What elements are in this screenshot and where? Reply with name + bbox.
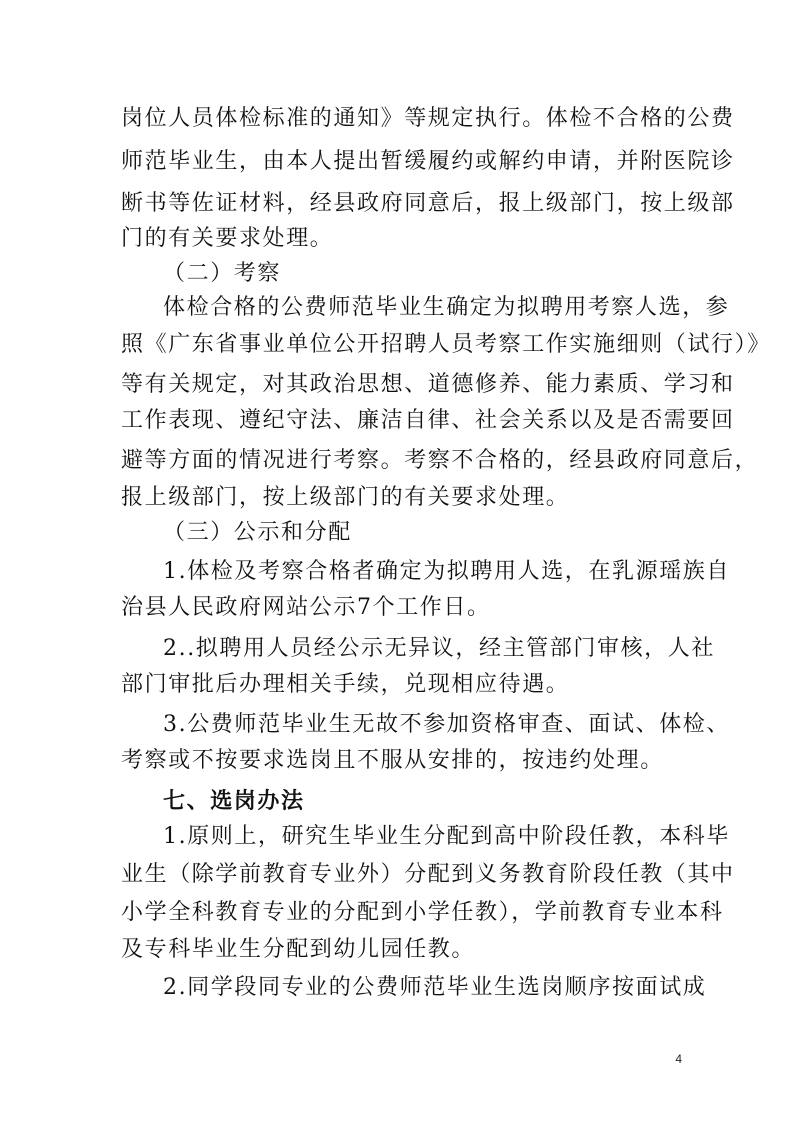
paragraph-line: 师范毕业生，由本人提出暂缓履约或解约申请，并附医院诊 <box>121 149 735 174</box>
paragraph-line: 照《广东省事业单位公开招聘人员考察工作实施细则（试行）》 <box>121 332 771 357</box>
paragraph-line: 1.体检及考察合格者确定为拟聘用人选，在乳源瑶族自 <box>163 559 730 584</box>
paragraph-line: 体检合格的公费师范毕业生确定为拟聘用考察人选，参 <box>163 295 730 320</box>
section-heading-publicity: （三）公示和分配 <box>163 520 352 545</box>
paragraph-line: 断书等佐证材料，经县政府同意后，报上级部门，按上级部 <box>121 191 735 216</box>
paragraph-line: 2.同学段同专业的公费师范毕业生选岗顺序按面试成 <box>163 975 707 1000</box>
paragraph-line: 考察或不按要求选岗且不服从安排的，按违约处理。 <box>121 748 664 773</box>
paragraph-line: 及专科毕业生分配到幼儿园任教。 <box>121 937 476 962</box>
section-heading-inspection: （二）考察 <box>163 261 282 286</box>
paragraph-line: 等有关规定，对其政治思想、道德修养、能力素质、学习和 <box>121 372 735 397</box>
paragraph-line: 治县人民政府网站公示7个工作日。 <box>121 595 491 620</box>
paragraph-line: 业生（除学前教育专业外）分配到义务教育阶段任教（其中 <box>121 862 735 887</box>
paragraph-line: 小学全科教育专业的分配到小学任教），学前教育专业本科 <box>121 900 724 925</box>
paragraph-line: 2..拟聘用人员经公示无异议，经主管部门审核，人社 <box>163 636 715 661</box>
paragraph-line: 部门审批后办理相关手续，兑现相应待遇。 <box>121 672 570 697</box>
page-number: 4 <box>675 1052 682 1066</box>
paragraph-line: 岗位人员体检标准的通知》等规定执行。体检不合格的公费 <box>121 106 735 131</box>
paragraph-line: 工作表现、遵纪守法、廉洁自律、社会关系以及是否需要回 <box>121 408 735 433</box>
paragraph-line: 门的有关要求处理。 <box>121 226 334 251</box>
paragraph-line: 报上级部门，按上级部门的有关要求处理。 <box>121 485 570 510</box>
paragraph-line: 避等方面的情况进行考察。考察不合格的，经县政府同意后， <box>121 448 759 473</box>
paragraph-line: 3.公费师范毕业生无故不参加资格审查、面试、体检、 <box>163 712 730 737</box>
paragraph-line: 1.原则上，研究生毕业生分配到高中阶段任教，本科毕 <box>163 824 730 849</box>
section-heading-post-selection: 七、选岗办法 <box>163 788 305 814</box>
